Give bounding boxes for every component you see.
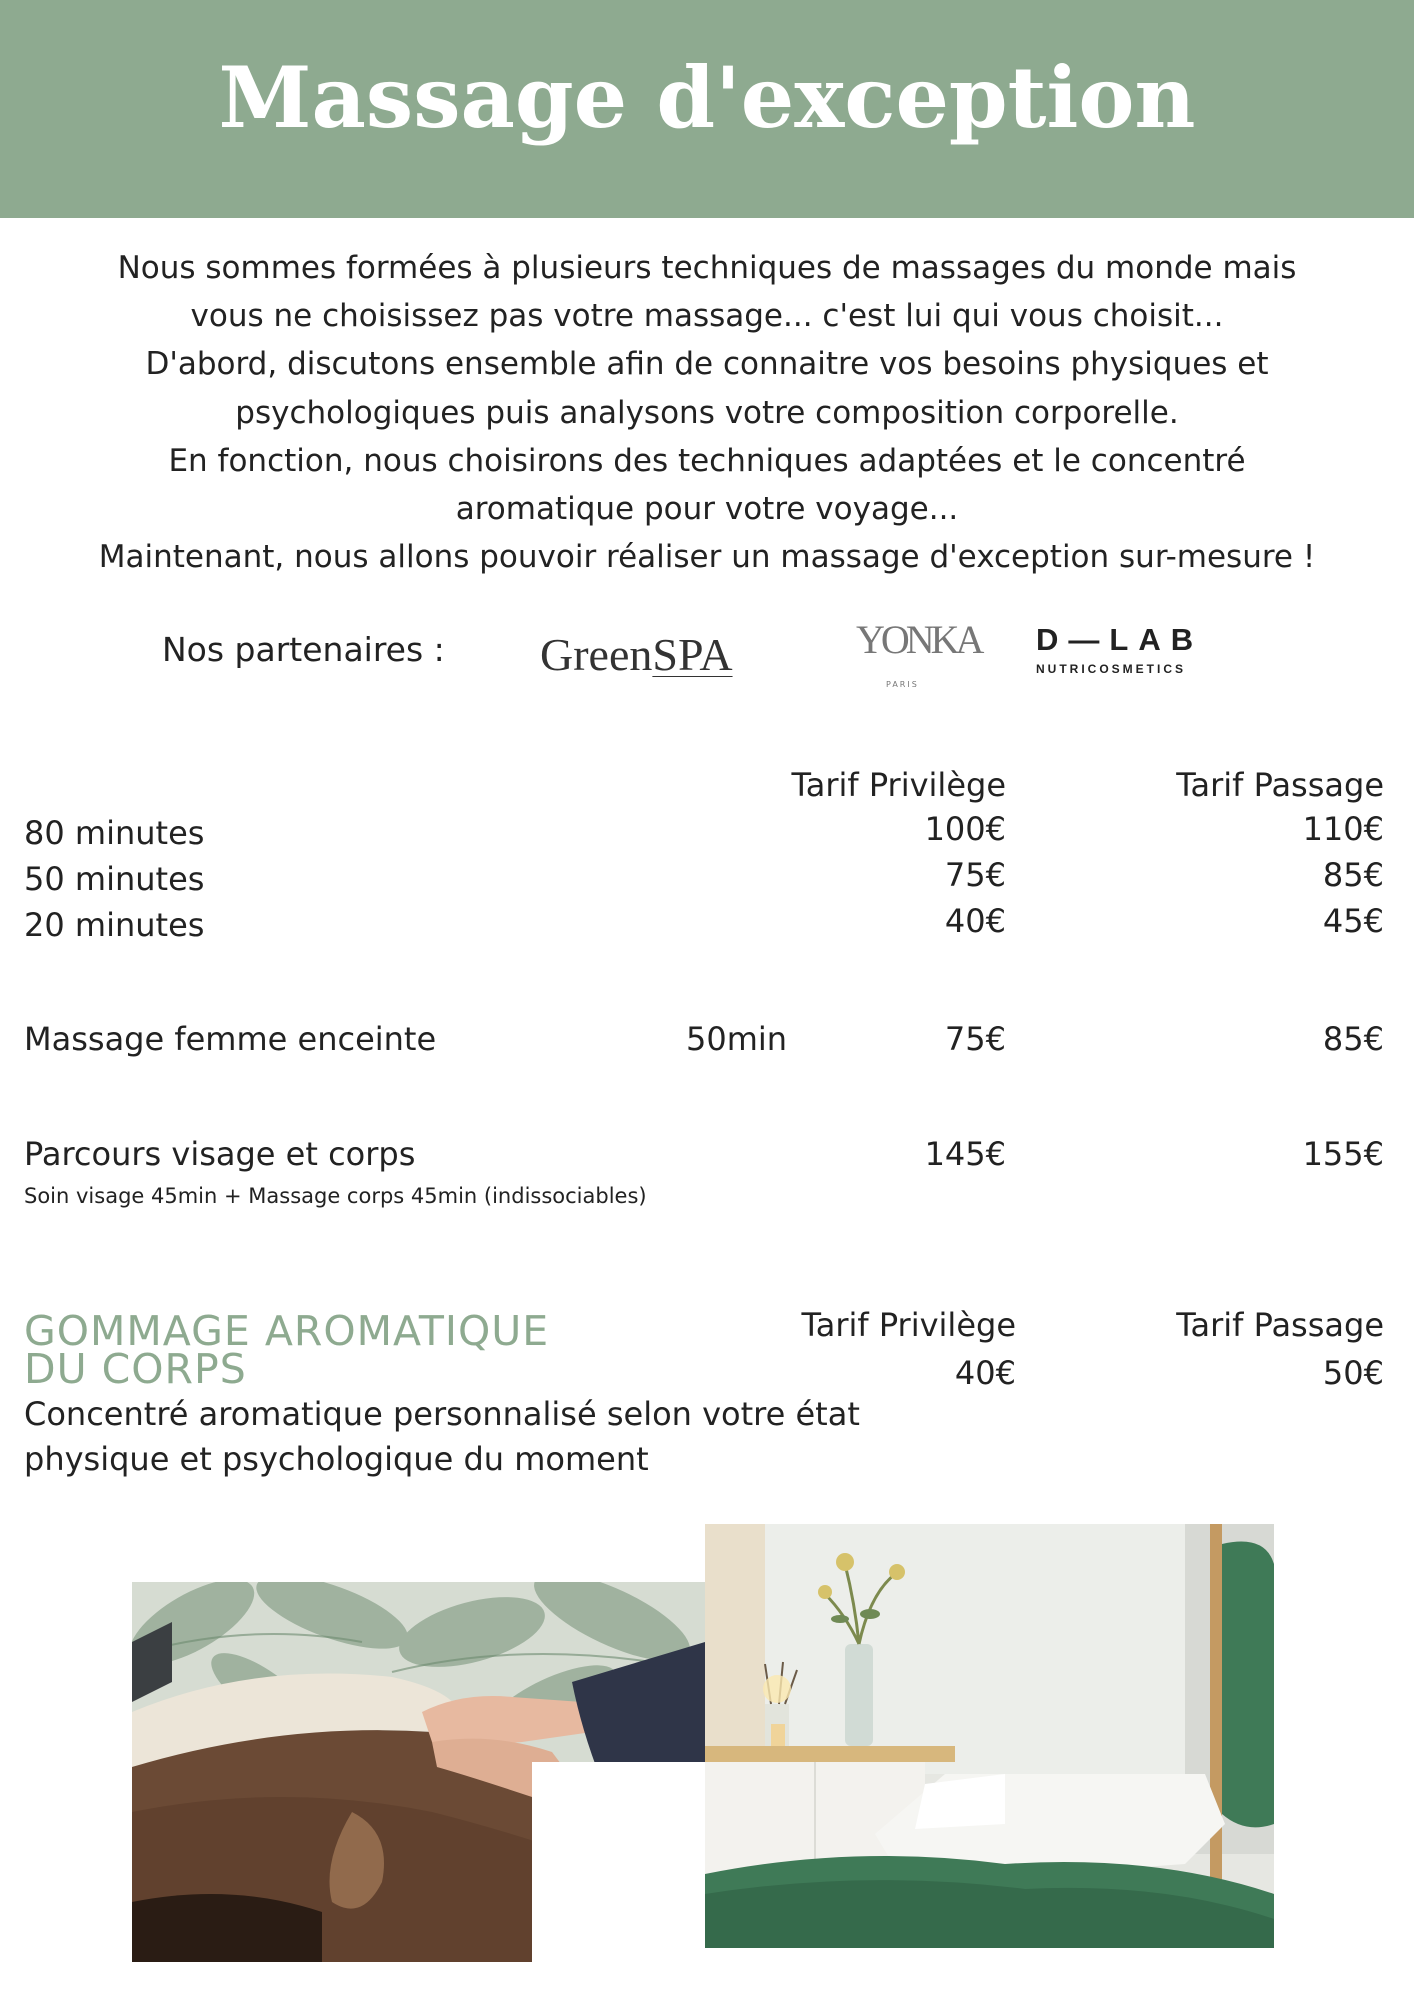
price-privilege: 75€ — [944, 1020, 1006, 1058]
price-passage: 110€ — [1302, 810, 1384, 848]
gommage-description — [24, 1392, 924, 1482]
duration-label: 50 minutes — [24, 860, 205, 898]
col-header-privilege: Tarif Privilège — [791, 766, 1006, 804]
intro-line: vous ne choisissez pas votre massage... c'est lui qui vous choisit... — [190, 298, 1224, 335]
parcours-note: Soin visage 45min + Massage corps 45min (indissociables) — [24, 1184, 647, 1208]
gommage-title-line: GOMMAGE AROMATIQUE — [24, 1307, 550, 1355]
gommage-col-privilege: Tarif Privilège — [801, 1306, 1016, 1344]
pregnant-massage-label: Massage femme enceinte — [24, 1020, 437, 1058]
intro-line: psychologiques puis analysons votre composition corporelle. — [235, 394, 1179, 431]
yonka-logo-sub: PARIS — [886, 680, 919, 689]
green-spa-logo-part2: SPA — [652, 629, 733, 680]
page-title: Massage d'exception — [218, 48, 1196, 147]
intro-line: aromatique pour votre voyage... — [455, 491, 959, 528]
gommage-title-line: DU CORPS — [24, 1345, 247, 1393]
price-passage: 85€ — [1322, 1020, 1384, 1058]
gommage-title — [24, 1307, 550, 1393]
pregnant-massage-duration: 50min — [686, 1020, 788, 1058]
intro-line: En fonction, nous choisirons des techniques adaptées et le concentré — [168, 442, 1246, 479]
price-privilege: 100€ — [924, 810, 1006, 848]
partners-label: Nos partenaires : — [162, 630, 445, 669]
dlab-logo-sub: NUTRICOSMETICS — [1036, 662, 1186, 676]
intro-line: Nous sommes formées à plusieurs techniques de massages du monde mais — [117, 250, 1297, 286]
price-passage: 45€ — [1322, 902, 1384, 940]
gommage-desc-line: physique et psychologique du moment — [24, 1440, 649, 1478]
intro-line: Maintenant, nous allons pouvoir réaliser un massage d'exception sur-mesure ! — [98, 539, 1316, 576]
col-header-passage: Tarif Passage — [1176, 766, 1384, 804]
green-spa-logo-part1: Green — [540, 629, 653, 680]
price-privilege: 40€ — [944, 902, 1006, 940]
header-banner — [0, 0, 1414, 218]
price-privilege: 145€ — [924, 1135, 1006, 1173]
yonka-logo — [856, 616, 981, 694]
intro-line: D'abord, discutons ensemble afin de connaitre vos besoins physiques et — [145, 346, 1269, 383]
intro-text — [20, 244, 1394, 581]
green-spa-logo — [540, 628, 733, 681]
parcours-label: Parcours visage et corps — [24, 1135, 416, 1173]
gommage-col-passage: Tarif Passage — [1176, 1306, 1384, 1344]
gommage-price-privilege: 40€ — [954, 1354, 1016, 1392]
gommage-desc-line: Concentré aromatique personnalisé selon votre état — [24, 1395, 860, 1433]
dlab-logo-main: D—LAB — [1036, 622, 1204, 657]
massage-photo — [132, 1582, 705, 1962]
yonka-logo-main: YONKA — [856, 617, 981, 662]
duration-label: 20 minutes — [24, 906, 205, 944]
price-passage: 85€ — [1322, 856, 1384, 894]
treatment-room-photo — [705, 1524, 1274, 1948]
price-privilege: 75€ — [944, 856, 1006, 894]
dlab-logo — [1036, 622, 1203, 676]
price-passage: 155€ — [1302, 1135, 1384, 1173]
gommage-price-passage: 50€ — [1322, 1354, 1384, 1392]
duration-label: 80 minutes — [24, 814, 205, 852]
